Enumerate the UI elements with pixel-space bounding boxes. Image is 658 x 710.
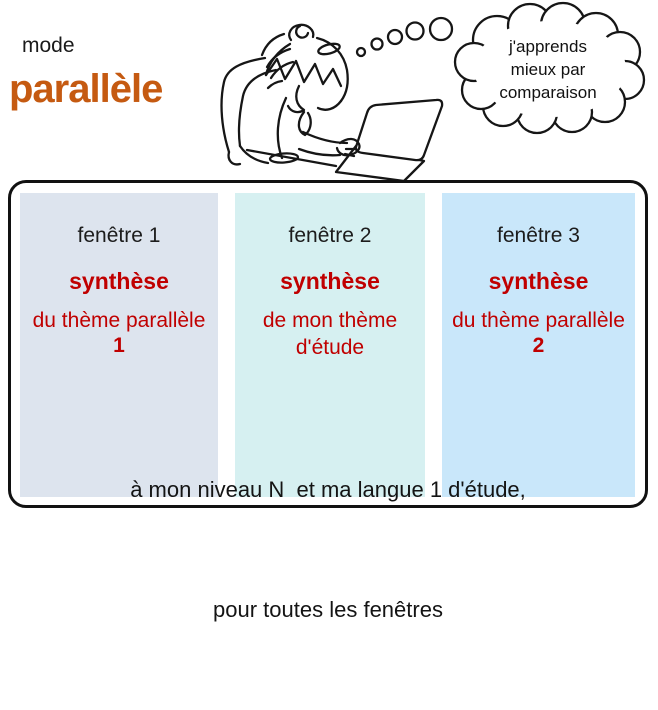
laptop-drawing <box>336 100 442 181</box>
window-heading: synthèse <box>69 268 169 294</box>
thought-bubble-text <box>487 35 609 104</box>
window-title: fenêtre 2 <box>288 224 372 247</box>
footer-note <box>8 390 648 710</box>
thought-line: j'apprends <box>509 37 587 56</box>
window-heading: synthèse <box>280 268 380 294</box>
mode-title: parallèle <box>9 67 163 111</box>
mode-label: mode <box>22 34 75 57</box>
window-title: fenêtre 3 <box>497 224 580 247</box>
window-detail: de mon thème d'étude <box>262 309 398 359</box>
window-detail: du thème parallèle <box>32 309 206 332</box>
footer-line-1: à mon niveau N et ma langue 1 d'étude, <box>130 477 526 502</box>
window-detail: du thème parallèle <box>452 309 625 332</box>
window-number: 2 <box>532 334 545 357</box>
person-figure <box>222 25 348 166</box>
window-title: fenêtre 1 <box>77 224 161 247</box>
thought-dots <box>357 18 452 56</box>
window-heading: synthèse <box>488 268 589 294</box>
thought-line: comparaison <box>499 83 597 102</box>
thought-line: mieux par <box>510 60 586 79</box>
footer-line-2: pour toutes les fenêtres <box>213 597 443 622</box>
window-number: 1 <box>113 334 125 357</box>
